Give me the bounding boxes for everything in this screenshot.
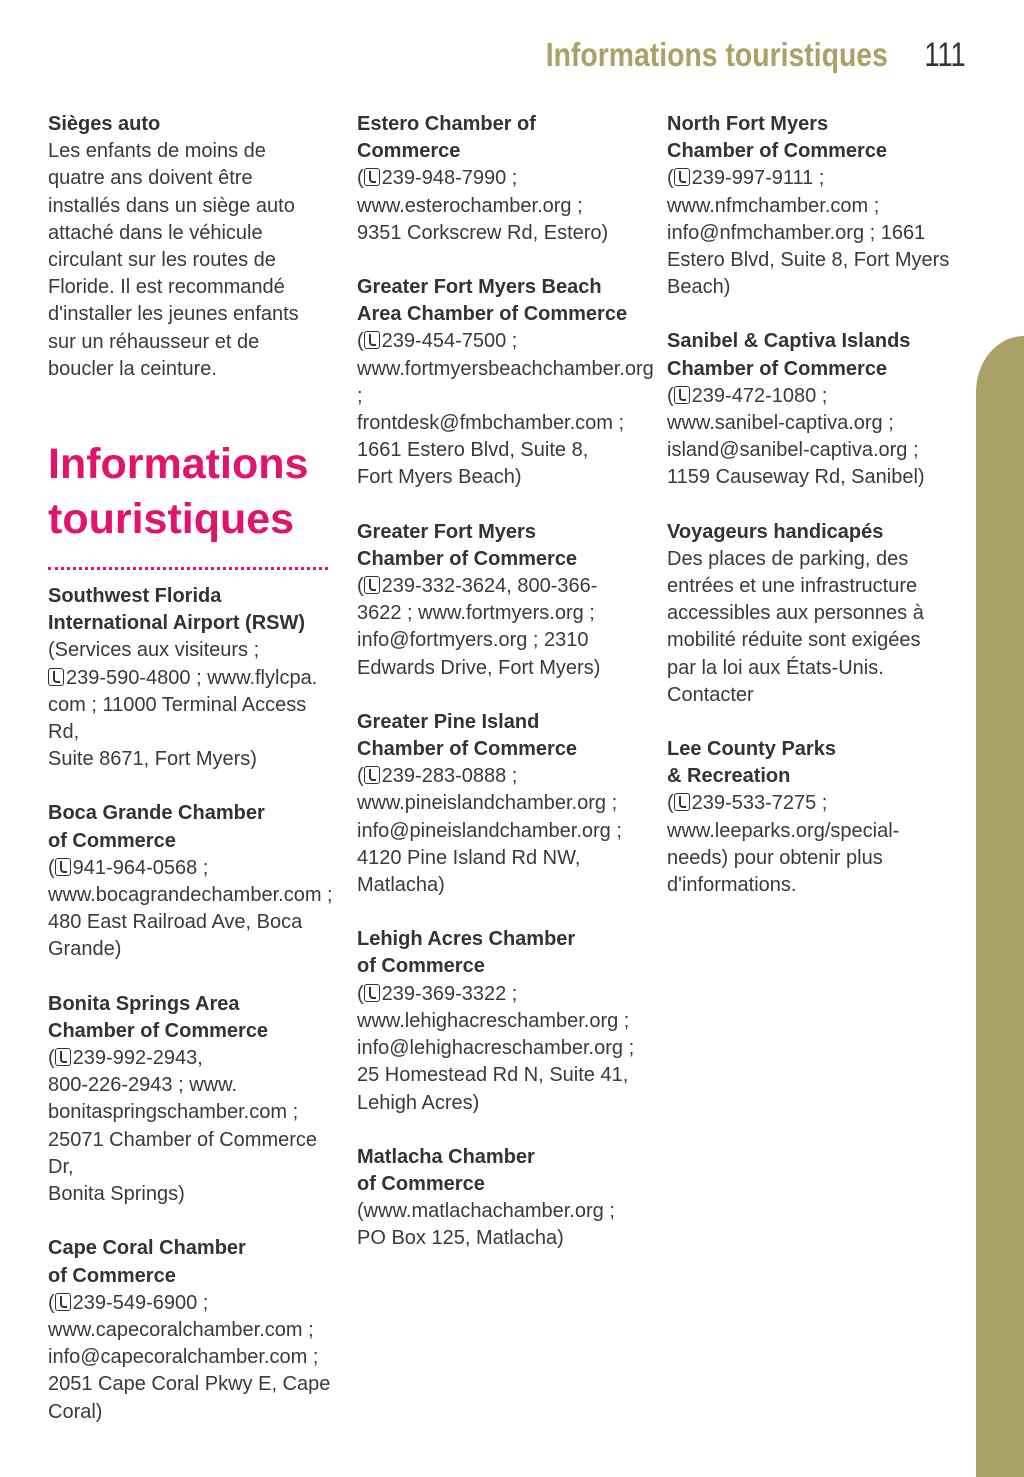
disabled-travelers-section (667, 519, 957, 709)
entry-phone: 239-369-3322 ; (381, 982, 518, 1005)
phone-icon (364, 168, 380, 186)
chamber-entry (357, 519, 647, 682)
car-seats-title: Sièges auto (48, 113, 161, 135)
entry-phone: 239-997-9111 ; (691, 167, 825, 190)
phone-icon (364, 766, 380, 784)
entry-title: Cape Coral Chamber of Commerce (48, 1237, 246, 1287)
entry-phone: 941-964-0568 ; (72, 856, 209, 879)
phone-icon (55, 1293, 71, 1311)
entry-phone: 239-283-0888 ; (381, 765, 518, 788)
phone-icon (55, 1048, 71, 1066)
entry-details-rest: www.esterochamber.org ; 9351 Corkscrew Rd, Estero) (357, 194, 609, 244)
entry-phone: 239-332-3624, 800-366- (381, 575, 598, 598)
chamber-entry (667, 111, 957, 301)
entry-title: Matlacha Chamber of Commerce (357, 1145, 535, 1195)
entry-body: needs) pour obtenir plus d'informations. (667, 846, 883, 897)
entry-phone: 239-533-7275 ; (691, 792, 828, 815)
entry-details: ( 239-549-6900 ; www.capecoralchamber.com ; info@capecoralchamber.com ; 2051 Cape Coral Pkwy E, Cape Coral) (48, 1291, 331, 1423)
entry-phone: 239-454-7500 ; (381, 330, 518, 353)
chamber-entry (357, 111, 647, 247)
entry-details-rest: www.nfmchamber.com ; info@nfmchamber.org ; 1661 Estero Blvd, Suite 8, Fort Myers Beach) (667, 194, 950, 299)
entry-details-rest: www.pineislandchamber.org ; info@pineislandchamber.org ; 4120 Pine Island Rd NW, Matlacha) (357, 792, 622, 897)
entry-details: ( 239-332-3624, 800-366- 3622 ; www.fortmyers.org ; info@fortmyers.org ; 2310 Edwards Drive, Fort Myers) (357, 575, 601, 679)
matlacha-entry (357, 1144, 647, 1253)
entry-details: ( 239-992-2943, 800-226-2943 ; www. bonitaspringschamber.com ; 25071 Chamber of Commerce Dr, Bonita Springs) (48, 1047, 318, 1206)
airport-entry (48, 583, 338, 773)
chamber-entry (667, 328, 957, 491)
entry-title: Boca Grande Chamber of Commerce (48, 802, 265, 852)
entry-details-rest: 3622 ; www.fortmyers.org ; info@fortmyers.org ; 2310 Edwards Drive, Fort Myers) (357, 602, 601, 679)
entry-title: Greater Pine Island Chamber of Commerce (357, 710, 578, 761)
phone-icon (364, 576, 380, 594)
column-1 (48, 111, 338, 1453)
entry-details: ( 239-472-1080 ; www.sanibel-captiva.org ; island@sanibel-captiva.org ; 1159 Causeway Rd, Sanibel) (667, 384, 925, 489)
chamber-entry (357, 274, 654, 492)
entry-details: ( 941-964-0568 ; www.bocagrandechamber.com ; 480 East Railroad Ave, Boca Grande) (48, 856, 333, 961)
entry-line: (Services aux visiteurs ; (48, 639, 260, 662)
entry-phone: 239-549-6900 ; (72, 1291, 209, 1314)
phone-icon (364, 331, 380, 349)
chamber-entry (48, 800, 338, 963)
page-number: 111 (924, 36, 966, 74)
entry-url: www.leeparks.org/special- (667, 819, 900, 842)
chamber-entry (48, 991, 338, 1209)
column-3 (667, 111, 957, 926)
page-header (490, 36, 966, 75)
entry-title: Southwest Florida International Airport (RSW) (48, 585, 306, 635)
phone-icon (674, 386, 690, 404)
header-title: Informations touristiques (545, 36, 888, 73)
entry-details-rest: www.bocagrandechamber.com ; 480 East Railroad Ave, Boca Grande) (48, 884, 333, 961)
entry-details: ( 239-454-7500 ; www.fortmyersbeachchamber.org ; frontdesk@fmbchamber.com ; 1661 Estero Blvd, Suite 8, Fort Myers Beach) (357, 330, 654, 489)
car-seats-body: Les enfants de moins de quatre ans doivent être installés dans un siège auto attaché dans le véhicule circulant sur les routes de Floride. Il est recommandé d'installer les jeunes enfants sur un réhausseur et de boucler la ceinture. (48, 140, 299, 380)
entry-phone: 239-472-1080 ; (691, 384, 828, 407)
dotted-divider (48, 567, 328, 570)
entry-details: ( 239-997-9111 ; www.nfmchamber.com ; info@nfmchamber.org ; 1661 Estero Blvd, Suite 8, Fort Myers Beach) (667, 167, 950, 299)
phone-icon (674, 793, 690, 811)
entry-details: ( 239-369-3322 ; www.lehighacreschamber.org ; info@lehighacreschamber.org ; 25 Homestead Rd N, Suite 41, Lehigh Acres) (357, 982, 635, 1114)
entry-details: (www.matlachachamber.org ; PO Box 125, Matlacha) (357, 1200, 615, 1250)
entry-details-rest: www.fortmyersbeachchamber.org ; frontdesk@fmbchamber.com ; 1661 Estero Blvd, Suite 8, Fort Myers Beach) (357, 357, 654, 489)
entry-details: ( 239-533-7275 ; www.leeparks.org/special- (667, 792, 900, 842)
entry-title: Bonita Springs Area Chamber of Commerce (48, 992, 269, 1042)
phone-icon (674, 168, 690, 186)
entry-title: Greater Fort Myers Beach Area Chamber of Commerce (357, 276, 628, 326)
lee-parks-entry (667, 736, 957, 899)
entry-details: ( 239-948-7990 ; www.esterochamber.org ; 9351 Corkscrew Rd, Estero) (357, 167, 609, 244)
entry-details-rest: www.capecoralchamber.com ; info@capecoralchamber.com ; 2051 Cape Coral Pkwy E, Cape Coral) (48, 1318, 331, 1423)
entry-title: North Fort Myers Chamber of Commerce (667, 113, 888, 163)
entry-details-rest: 239-590-4800 ; www.flylcpa. com ; 11000 Terminal Access Rd, Suite 8671, Fort Myers) (48, 666, 318, 771)
column-2 (357, 111, 654, 1280)
entry-title: Lee County Parks & Recreation (667, 738, 836, 788)
chamber-entry (357, 709, 647, 899)
entry-title: Sanibel & Captiva Islands Chamber of Commerce (667, 330, 911, 380)
entry-phone: 239-992-2943, (72, 1047, 203, 1070)
entry-details-rest: www.sanibel-captiva.org ; island@sanibel-captiva.org ; 1159 Causeway Rd, Sanibel) (667, 412, 925, 489)
entry-details: ( 239-283-0888 ; www.pineislandchamber.org ; info@pineislandchamber.org ; 4120 Pine Island Rd NW, Matlacha) (357, 765, 622, 897)
entry-title: Estero Chamber of Commerce (357, 113, 536, 163)
entry-details (48, 637, 338, 773)
chamber-entry (357, 926, 647, 1116)
phone-icon (55, 858, 71, 876)
entry-title: Greater Fort Myers Chamber of Commerce (357, 520, 578, 570)
entry-title: Voyageurs handicapés (667, 520, 884, 543)
entry-details-rest: www.lehighacreschamber.org ; info@lehighacreschamber.org ; 25 Homestead Rd N, Suite 41, Lehigh Acres) (357, 1009, 635, 1114)
chapter-tab (976, 336, 1024, 1477)
entry-phone: 239-948-7990 ; (381, 167, 518, 190)
phone-icon (48, 668, 64, 686)
car-seats-section (48, 111, 338, 383)
entry-title: Lehigh Acres Chamber of Commerce (357, 928, 576, 978)
entry-body: Des places de parking, des entrées et une infrastructure accessibles aux personnes à mobilité réduite sont exigées par la loi aux États-Unis. Contacter (667, 547, 924, 706)
phone-icon (364, 984, 380, 1002)
chamber-entry (48, 1235, 338, 1425)
section-heading: Informations touristiques (48, 440, 309, 544)
entry-details-rest: 800-226-2943 ; www. bonitaspringschamber.com ; 25071 Chamber of Commerce Dr, Bonita Springs) (48, 1074, 318, 1206)
